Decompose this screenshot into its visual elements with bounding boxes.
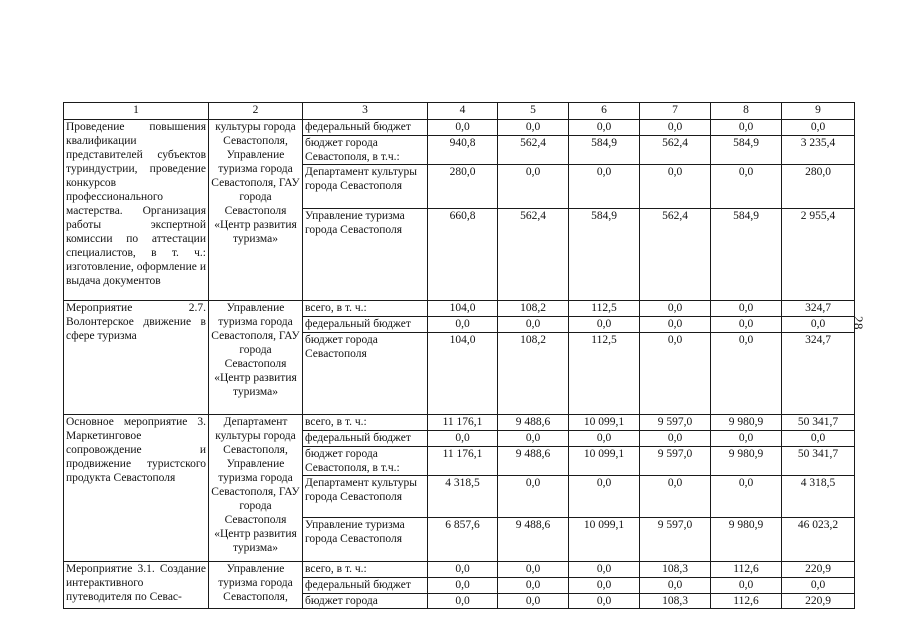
funding-source: Департамент культуры города Севастополя [303, 476, 428, 518]
funding-source: бюджет города Севастополя, в т.ч.: [303, 447, 428, 476]
amount-value: 108,2 [498, 301, 569, 317]
amount-value: 9 980,9 [711, 415, 782, 431]
total-value: 324,7 [782, 333, 855, 415]
amount-value: 112,5 [569, 301, 640, 317]
amount-value: 0,0 [640, 165, 711, 209]
amount-value: 584,9 [711, 136, 782, 165]
funding-source: Департамент культуры города Севастополя [303, 165, 428, 209]
amount-value: 940,8 [428, 136, 498, 165]
amount-value: 0,0 [428, 431, 498, 447]
amount-value: 9 488,6 [498, 415, 569, 431]
amount-value: 104,0 [428, 301, 498, 317]
amount-value: 0,0 [498, 120, 569, 136]
executor-cell: культуры города Севастополя, Управление туризма города Севастополя, ГАУ города Севастополя «Центр развития туризма» [209, 120, 303, 301]
column-header: 4 [428, 103, 498, 120]
amount-value: 9 488,6 [498, 447, 569, 476]
total-value: 324,7 [782, 301, 855, 317]
amount-value: 0,0 [640, 578, 711, 594]
total-value: 50 341,7 [782, 415, 855, 431]
amount-value: 0,0 [428, 562, 498, 578]
executor-cell: Управление туризма города Севастополя, [209, 562, 303, 609]
funding-source: всего, в т. ч.: [303, 301, 428, 317]
total-value: 220,9 [782, 594, 855, 609]
amount-value: 9 980,9 [711, 518, 782, 562]
amount-value: 9 980,9 [711, 447, 782, 476]
activity-description: Проведение повышения квалификации представителей субъектов туриндустрии, проведение конкурсов профессионального мастерства. Организация работы экспертной комиссии по аттестации специалистов, в т. ч.: изготовление, оформление и выдача документов [64, 120, 209, 301]
amount-value: 562,4 [640, 136, 711, 165]
amount-value: 112,6 [711, 562, 782, 578]
total-value: 50 341,7 [782, 447, 855, 476]
total-value: 3 235,4 [782, 136, 855, 165]
amount-value: 0,0 [711, 476, 782, 518]
column-header: 1 [64, 103, 209, 120]
column-header: 9 [782, 103, 855, 120]
amount-value: 0,0 [640, 476, 711, 518]
total-value: 0,0 [782, 317, 855, 333]
amount-value: 108,3 [640, 562, 711, 578]
amount-value: 0,0 [498, 476, 569, 518]
page-number: 28 [851, 316, 866, 330]
amount-value: 0,0 [640, 120, 711, 136]
amount-value: 9 597,0 [640, 447, 711, 476]
amount-value: 104,0 [428, 333, 498, 415]
funding-source: бюджет города Севастополя [303, 333, 428, 415]
amount-value: 0,0 [498, 578, 569, 594]
funding-source: всего, в т. ч.: [303, 415, 428, 431]
column-header: 6 [569, 103, 640, 120]
total-value: 0,0 [782, 120, 855, 136]
funding-source: федеральный бюджет [303, 431, 428, 447]
total-value: 2 955,4 [782, 209, 855, 301]
amount-value: 0,0 [569, 476, 640, 518]
amount-value: 10 099,1 [569, 447, 640, 476]
amount-value: 562,4 [640, 209, 711, 301]
funding-source: всего, в т. ч.: [303, 562, 428, 578]
amount-value: 4 318,5 [428, 476, 498, 518]
amount-value: 11 176,1 [428, 447, 498, 476]
amount-value: 0,0 [640, 301, 711, 317]
total-value: 0,0 [782, 578, 855, 594]
amount-value: 0,0 [569, 120, 640, 136]
activity-description: Мероприятие 3.1. Создание интерактивного путеводителя по Севас- [64, 562, 209, 609]
amount-value: 562,4 [498, 209, 569, 301]
amount-value: 112,5 [569, 333, 640, 415]
activity-description: Мероприятие 2.7. Волонтерское движение в сфере туризма [64, 301, 209, 415]
amount-value: 0,0 [711, 333, 782, 415]
total-value: 46 023,2 [782, 518, 855, 562]
executor-cell: Управление туризма города Севастополя, ГАУ города Севастополя «Центр развития туризма» [209, 301, 303, 415]
amount-value: 0,0 [498, 317, 569, 333]
amount-value: 0,0 [428, 578, 498, 594]
amount-value: 0,0 [428, 120, 498, 136]
column-header: 5 [498, 103, 569, 120]
table-row [64, 120, 855, 136]
amount-value: 0,0 [569, 317, 640, 333]
activity-description: Основное мероприятие 3. Маркетинговое сопровождение и продвижение туристского продукта Севастополя [64, 415, 209, 562]
amount-value: 9 488,6 [498, 518, 569, 562]
amount-value: 562,4 [498, 136, 569, 165]
funding-source: федеральный бюджет [303, 578, 428, 594]
amount-value: 0,0 [569, 578, 640, 594]
total-value: 4 318,5 [782, 476, 855, 518]
total-value: 220,9 [782, 562, 855, 578]
amount-value: 0,0 [640, 317, 711, 333]
column-header: 7 [640, 103, 711, 120]
amount-value: 660,8 [428, 209, 498, 301]
amount-value: 10 099,1 [569, 415, 640, 431]
amount-value: 11 176,1 [428, 415, 498, 431]
amount-value: 108,3 [640, 594, 711, 609]
amount-value: 0,0 [569, 594, 640, 609]
amount-value: 9 597,0 [640, 518, 711, 562]
amount-value: 0,0 [640, 333, 711, 415]
amount-value: 0,0 [711, 431, 782, 447]
column-header: 8 [711, 103, 782, 120]
amount-value: 112,6 [711, 594, 782, 609]
amount-value: 0,0 [711, 317, 782, 333]
column-header: 3 [303, 103, 428, 120]
table-row [64, 301, 855, 317]
amount-value: 0,0 [498, 594, 569, 609]
amount-value: 9 597,0 [640, 415, 711, 431]
amount-value: 0,0 [498, 562, 569, 578]
amount-value: 0,0 [711, 165, 782, 209]
amount-value: 6 857,6 [428, 518, 498, 562]
amount-value: 584,9 [569, 136, 640, 165]
total-value: 0,0 [782, 431, 855, 447]
table-row [64, 562, 855, 578]
amount-value: 0,0 [569, 431, 640, 447]
funding-source: федеральный бюджет [303, 120, 428, 136]
column-header: 2 [209, 103, 303, 120]
amount-value: 0,0 [498, 431, 569, 447]
amount-value: 0,0 [711, 578, 782, 594]
total-value: 280,0 [782, 165, 855, 209]
table-row [64, 415, 855, 431]
amount-value: 584,9 [569, 209, 640, 301]
amount-value: 0,0 [428, 317, 498, 333]
executor-cell: Департамент культуры города Севастополя, Управление туризма города Севастополя, ГАУ города Севастополя «Центр развития туризма» [209, 415, 303, 562]
amount-value: 0,0 [640, 431, 711, 447]
funding-source: Управление туризма города Севастополя [303, 518, 428, 562]
header-row [64, 103, 855, 120]
funding-source: бюджет города Севастополя, в т.ч.: [303, 136, 428, 165]
amount-value: 0,0 [569, 165, 640, 209]
amount-value: 108,2 [498, 333, 569, 415]
amount-value: 0,0 [711, 120, 782, 136]
funding-source: бюджет города [303, 594, 428, 609]
amount-value: 0,0 [498, 165, 569, 209]
amount-value: 0,0 [428, 594, 498, 609]
funding-source: федеральный бюджет [303, 317, 428, 333]
funding-source: Управление туризма города Севастополя [303, 209, 428, 301]
budget-table [63, 102, 855, 609]
amount-value: 280,0 [428, 165, 498, 209]
amount-value: 584,9 [711, 209, 782, 301]
amount-value: 0,0 [569, 562, 640, 578]
amount-value: 10 099,1 [569, 518, 640, 562]
amount-value: 0,0 [711, 301, 782, 317]
